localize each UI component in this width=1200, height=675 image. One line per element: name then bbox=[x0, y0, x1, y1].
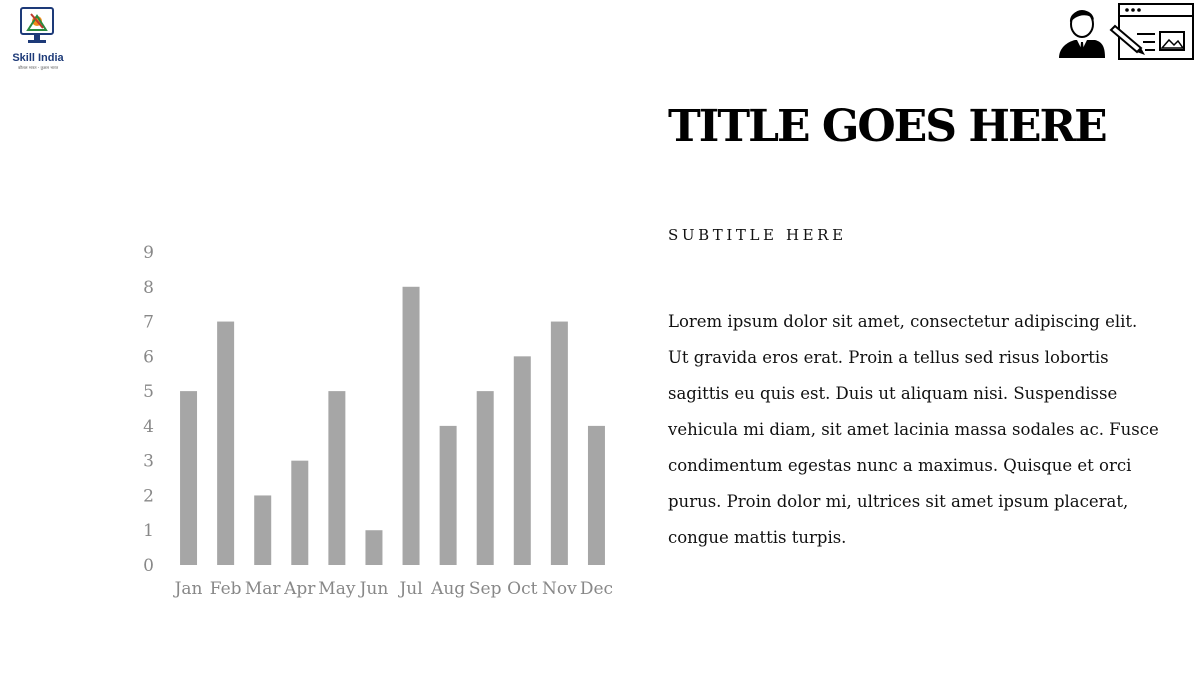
x-tick-label: May bbox=[318, 579, 356, 599]
y-tick-label: 1 bbox=[143, 521, 154, 542]
y-tick-label: 5 bbox=[143, 382, 154, 403]
bar-may bbox=[328, 391, 345, 565]
bar-oct bbox=[514, 356, 531, 565]
y-tick-label: 2 bbox=[143, 486, 154, 507]
x-tick-label: Sep bbox=[468, 579, 502, 599]
document-edit-icon bbox=[1111, 4, 1193, 59]
x-tick-label: Dec bbox=[579, 579, 614, 599]
y-tick-label: 3 bbox=[143, 451, 154, 472]
bar-chart bbox=[120, 235, 630, 610]
x-tick-label: Jan bbox=[174, 579, 203, 599]
bar-apr bbox=[291, 461, 308, 565]
y-tick-label: 7 bbox=[143, 312, 154, 333]
bar-mar bbox=[254, 495, 271, 565]
x-tick-label: Feb bbox=[209, 579, 242, 599]
skill-india-logo bbox=[8, 6, 68, 72]
x-tick-label: Mar bbox=[244, 579, 281, 599]
x-tick-label: Apr bbox=[284, 579, 316, 599]
x-tick-label: Aug bbox=[431, 579, 466, 599]
bar-aug bbox=[440, 426, 457, 565]
x-tick-label: Jun bbox=[359, 579, 389, 599]
x-tick-label: Oct bbox=[507, 579, 538, 599]
y-tick-label: 0 bbox=[143, 556, 154, 576]
y-tick-label: 8 bbox=[143, 277, 154, 298]
y-tick-label: 4 bbox=[143, 416, 154, 437]
logo-tagline: कौशल भारत - कुशल भारत bbox=[17, 65, 59, 70]
y-tick-label: 9 bbox=[143, 243, 154, 263]
bar-nov bbox=[551, 322, 568, 565]
y-tick-label: 6 bbox=[143, 347, 154, 368]
x-tick-label: Jul bbox=[399, 579, 423, 599]
bar-sep bbox=[477, 391, 494, 565]
bar-jun bbox=[365, 530, 382, 565]
logo-name: Skill India bbox=[12, 52, 64, 64]
skill-india-emblem-icon bbox=[19, 6, 55, 50]
corner-icons bbox=[1057, 2, 1197, 62]
bar-feb bbox=[217, 322, 234, 565]
bar-jan bbox=[180, 391, 197, 565]
bar-dec bbox=[588, 426, 605, 565]
businessman-icon bbox=[1059, 10, 1105, 58]
page-title: TITLE GOES HERE bbox=[668, 101, 1106, 152]
page-subtitle: SUBTITLE HERE bbox=[668, 226, 847, 244]
bar-jul bbox=[403, 287, 420, 565]
x-tick-label: Nov bbox=[542, 579, 577, 599]
body-paragraph: Lorem ipsum dolor sit amet, consectetur adipiscing elit. Ut gravida eros erat. Proin a tellus sed risus lobortis sagittis eu quis est. Duis ut aliquam nisi. Suspendisse vehicula mi diam, sit amet lacinia massa sodales ac. Fusce condimentum egestas nunc a maximus. Quisque et orci purus. Proin dolor mi, ultrices sit amet ipsum placerat, congue mattis turpis. bbox=[668, 312, 1159, 547]
